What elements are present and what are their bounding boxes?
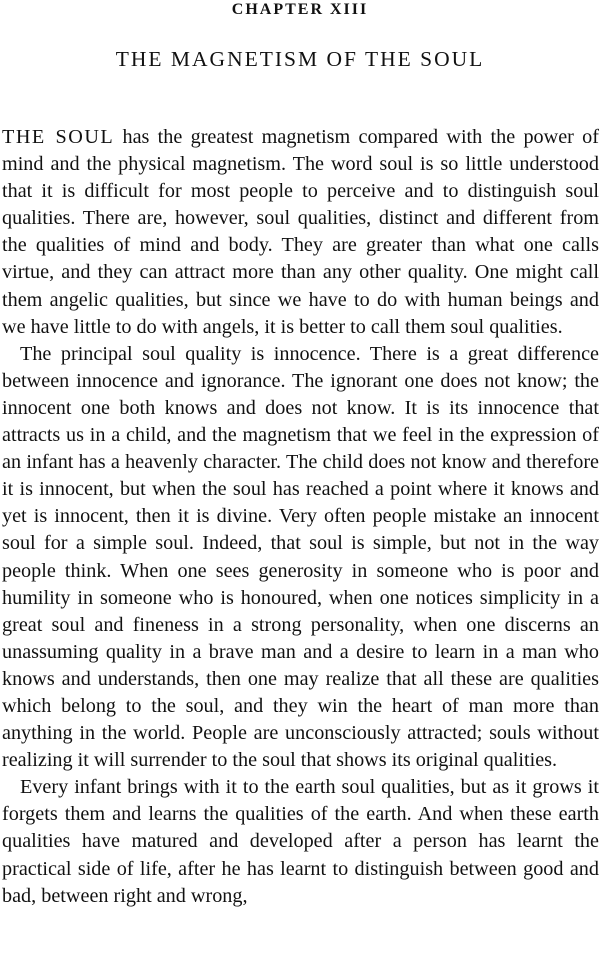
paragraph-2: The principal soul quality is innocence. There is a great difference between innocence and ignorance. The ignorant one does not know; the innocent one both knows and does not know. It is its innocence that attracts us in a child, and the magnetism that we feel in the expression of an infant has a heavenly character. The child does not know and therefore it is innocent, but when the soul has reached a point where it knows and yet is innocent, then it is divine. Very often people mistake an innocent soul for a simple soul. Indeed, that soul is simple, but not in the way people think. When one sees generosity in someone who is poor and humility in someone who is honoured, when one notices simplicity in a great soul and fineness in a strong personality, when one discerns an unassuming quality in a brave man and a desire to learn in a man who knows and understands, then one may realize that all these are qualities which belong to the soul, and they win the heart of man more than anything in the world. People are unconsciously attracted; souls without realizing it will surrender to the soul that shows its original qualities. — [2, 342, 599, 772]
chapter-title: THE MAGNETISM OF THE SOUL — [115, 47, 485, 71]
lead-words: THE SOUL — [2, 126, 115, 148]
paragraph-1-text: has the greatest magnetism compared with the power of mind and the physical magnetism. The word soul is so little understood that it is difficult for most people to perceive and to distinguish soul qualities. There are, however, soul qualities, distinct and different from the qualities of mind and body. They are greater than what one calls virtue, and they can attract more than any other quality. One might call them angelic qualities, but since we have to do with human beings and we have little to do with angels, it is better to call them soul qualities. — [2, 126, 599, 338]
chapter-body — [2, 124, 599, 910]
chapter-label: CHAPTER XIII — [231, 1, 369, 18]
paragraph-3: Every infant brings with it to the earth soul qualities, but as it grows it forgets them and learns the qualities of the earth. And when these earth qualities have matured and developed after a person has learnt the practical side of life, after he has learnt to distinguish between good and bad, between right and wrong, — [2, 776, 599, 907]
paragraph-1 — [2, 124, 599, 341]
